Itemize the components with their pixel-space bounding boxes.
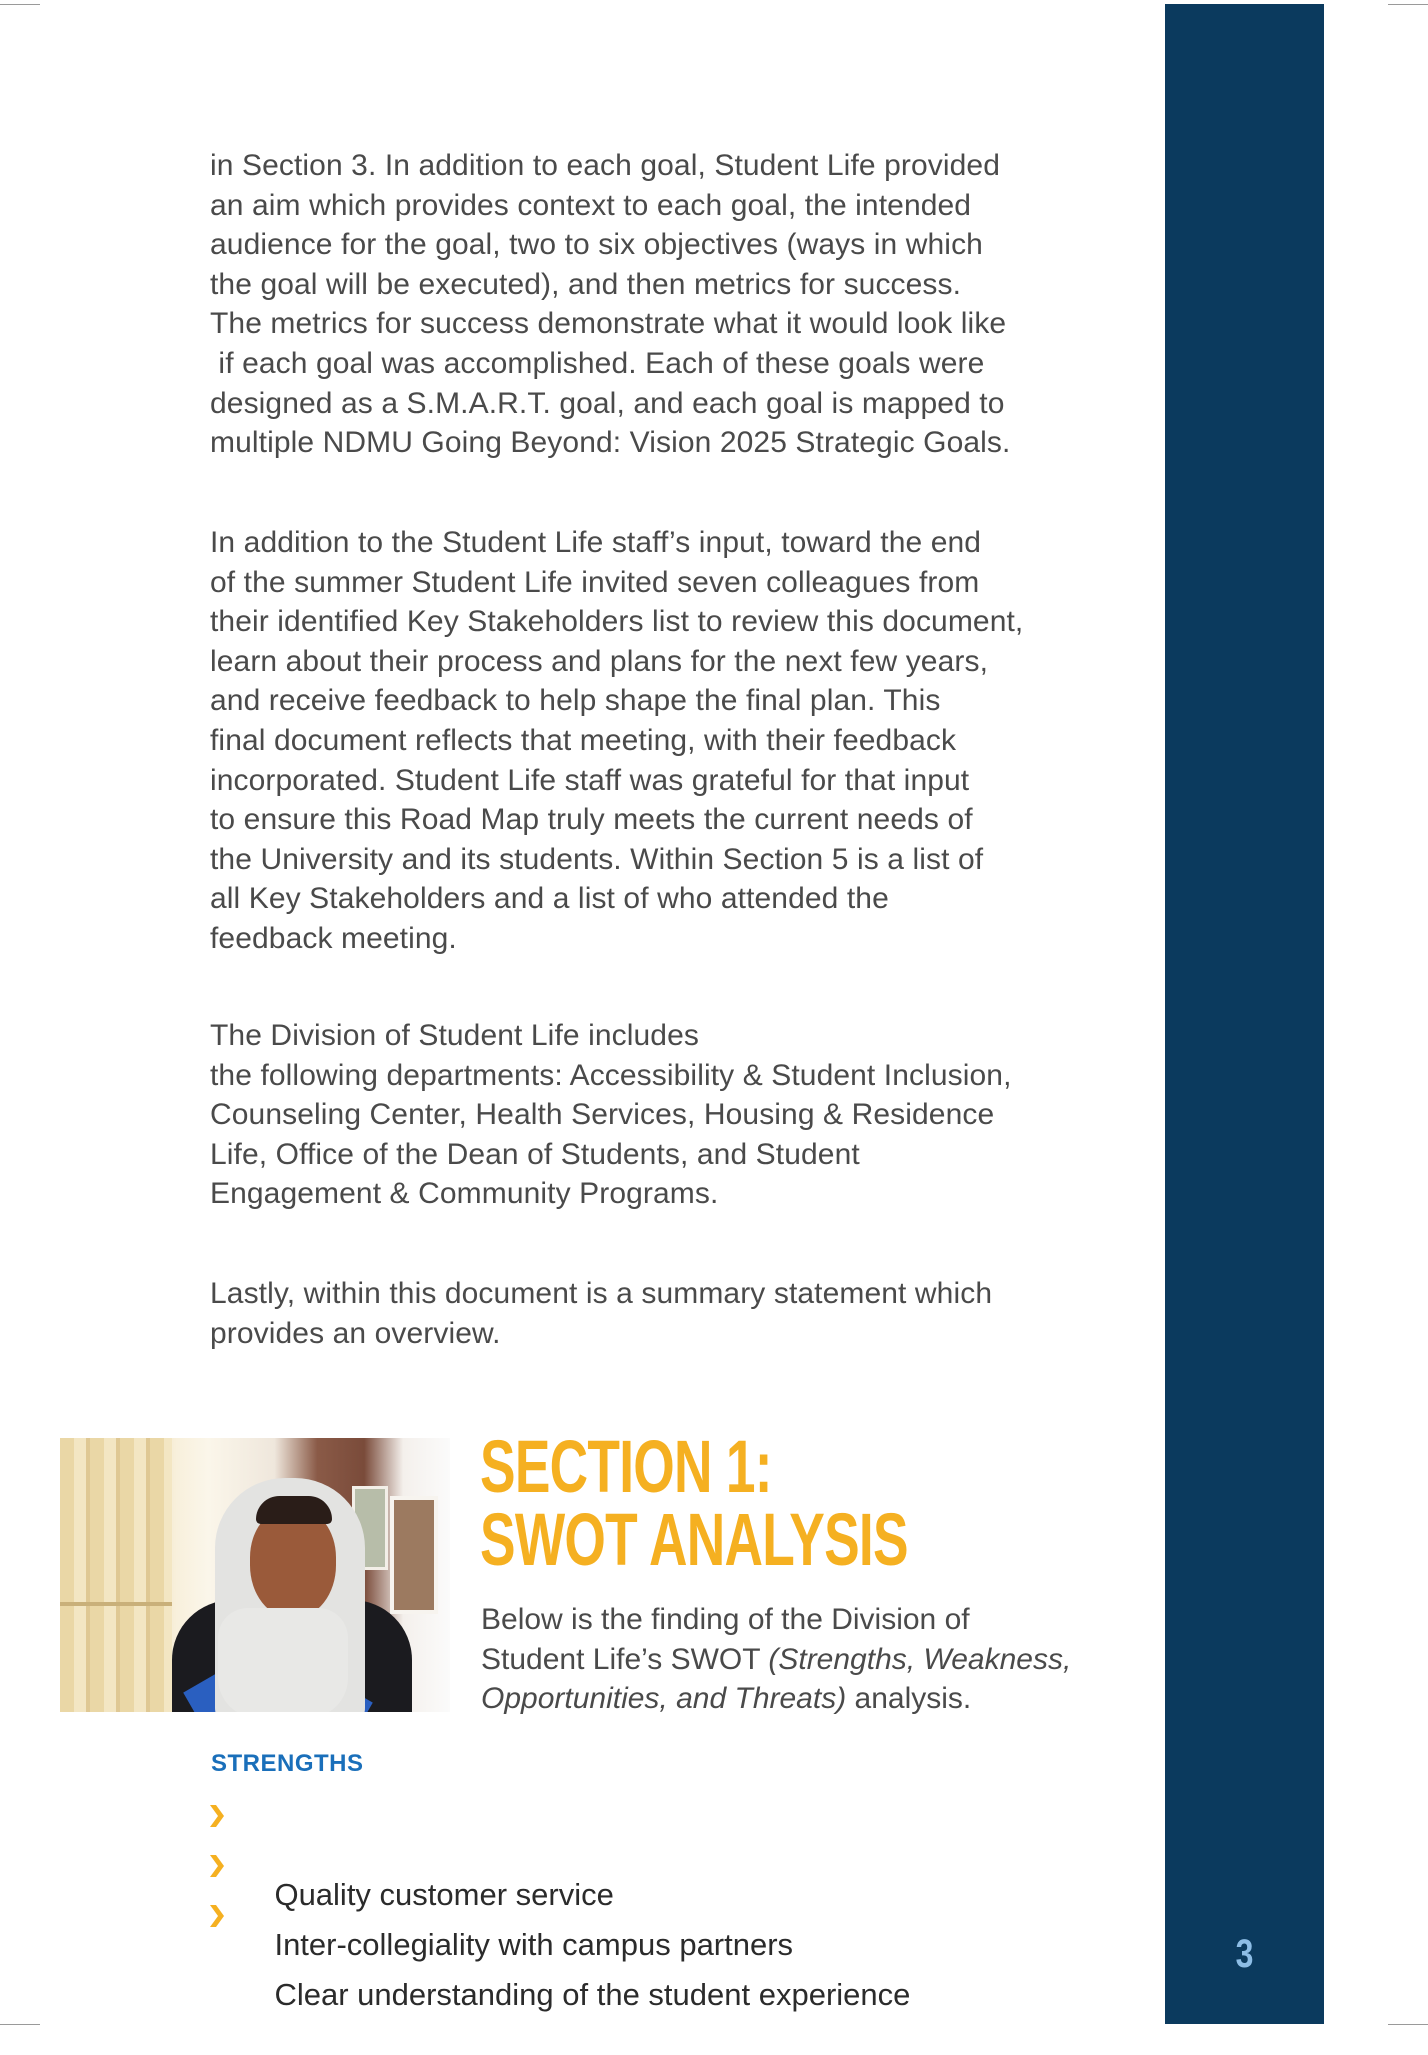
- text-line: feedback meeting.: [210, 921, 457, 955]
- photo-door: [390, 1496, 438, 1614]
- text-line: incorporated. Student Life staff was grateful for that input: [210, 763, 970, 797]
- photo-face: [250, 1508, 336, 1618]
- strengths-list: [208, 1795, 911, 2012]
- text-line: an aim which provides context to each goal, the intended: [210, 188, 972, 222]
- list-item: [208, 1895, 911, 2012]
- text-line: The metrics for success demonstrate what it would look like: [210, 307, 1007, 341]
- text-line: the University and its students. Within Section 5 is a list of: [210, 842, 984, 876]
- text-line: In addition to the Student Life staff’s input, toward the end: [210, 526, 982, 559]
- text-line: Engagement & Community Programs.: [210, 1177, 719, 1211]
- text-line: final document reflects that meeting, with their feedback: [210, 723, 957, 757]
- strengths-heading: STRENGTHS: [211, 1750, 364, 1777]
- paragraph-stakeholder-feedback: [210, 523, 1150, 959]
- text-line: Life, Office of the Dean of Students, and Student: [210, 1137, 860, 1171]
- crop-mark-top-right: [1388, 4, 1428, 5]
- list-item-text: Inter-collegiality with campus partners: [274, 1927, 794, 1962]
- list-item-text: Quality customer service: [274, 1877, 614, 1912]
- photo-column: [60, 1438, 172, 1712]
- intro-text: analysis.: [846, 1682, 972, 1716]
- text-line: designed as a S.M.A.R.T. goal, and each goal is mapped to: [210, 386, 1005, 420]
- chevron-right-icon: [210, 1905, 224, 1927]
- text-line: all Key Stakeholders and a list of who attended the: [210, 882, 889, 916]
- paragraph-summary: [210, 1274, 1150, 1353]
- photo-scarf-wrap: [218, 1608, 348, 1712]
- text-line: the goal will be executed), and then metrics for success.: [210, 267, 962, 301]
- paragraph-goals-overview: [210, 146, 1150, 463]
- crop-mark-bottom-right: [1388, 2024, 1428, 2025]
- list-item-text: Clear understanding of the student experience: [274, 1977, 911, 2012]
- intro-line: [481, 1640, 1141, 1680]
- section-heading-line: SWOT ANALYSIS: [480, 1498, 908, 1581]
- text-line: if each goal was accomplished. Each of these goals were: [210, 346, 985, 380]
- list-item: [208, 1845, 910, 1962]
- intro-italic-text: (Strengths, Weakness,: [768, 1642, 1072, 1676]
- text-line: Lastly, within this document is a summary statement which: [210, 1277, 993, 1310]
- text-line: The Division of Student Life includes: [210, 1019, 699, 1052]
- text-line: provides an overview.: [210, 1316, 501, 1350]
- chevron-right-icon: [210, 1805, 224, 1827]
- text-line: of the summer Student Life invited seven colleagues from: [210, 565, 980, 599]
- section-heading-line: SECTION 1:: [480, 1425, 772, 1508]
- intro-line: [481, 1679, 1141, 1719]
- section-intro: [481, 1600, 1141, 1719]
- chevron-right-icon: [210, 1855, 224, 1877]
- text-line: to ensure this Road Map truly meets the current needs of: [210, 803, 973, 837]
- page-number: 3: [1235, 1932, 1254, 1976]
- intro-text: Student Life’s SWOT: [481, 1642, 769, 1676]
- list-item: [208, 1795, 910, 1912]
- crop-mark-bottom-left: [0, 2024, 40, 2025]
- text-line: in Section 3. In addition to each goal, Student Life provided: [210, 149, 1000, 182]
- text-line: multiple NDMU Going Beyond: Vision 2025 Strategic Goals.: [210, 426, 1011, 460]
- sidebar-band: [1165, 4, 1324, 2024]
- intro-line: Below is the finding of the Division of: [481, 1603, 970, 1636]
- text-line: and receive feedback to help shape the final plan. This: [210, 684, 941, 718]
- photo-column-band: [60, 1602, 172, 1606]
- section-heading: [480, 1425, 908, 1581]
- intro-italic-text: Opportunities, and Threats): [481, 1682, 847, 1716]
- text-line: audience for the goal, two to six objectives (ways in which: [210, 228, 983, 262]
- text-line: the following departments: Accessibility & Student Inclusion,: [210, 1058, 1012, 1092]
- text-line: their identified Key Stakeholders list to review this document,: [210, 605, 1024, 639]
- text-line: learn about their process and plans for the next few years,: [210, 644, 989, 678]
- photo-hair: [256, 1496, 332, 1524]
- student-portrait-photo: [60, 1438, 450, 1712]
- paragraph-departments: [210, 1016, 1150, 1214]
- crop-mark-top-left: [0, 4, 40, 5]
- text-line: Counseling Center, Health Services, Housing & Residence: [210, 1098, 995, 1132]
